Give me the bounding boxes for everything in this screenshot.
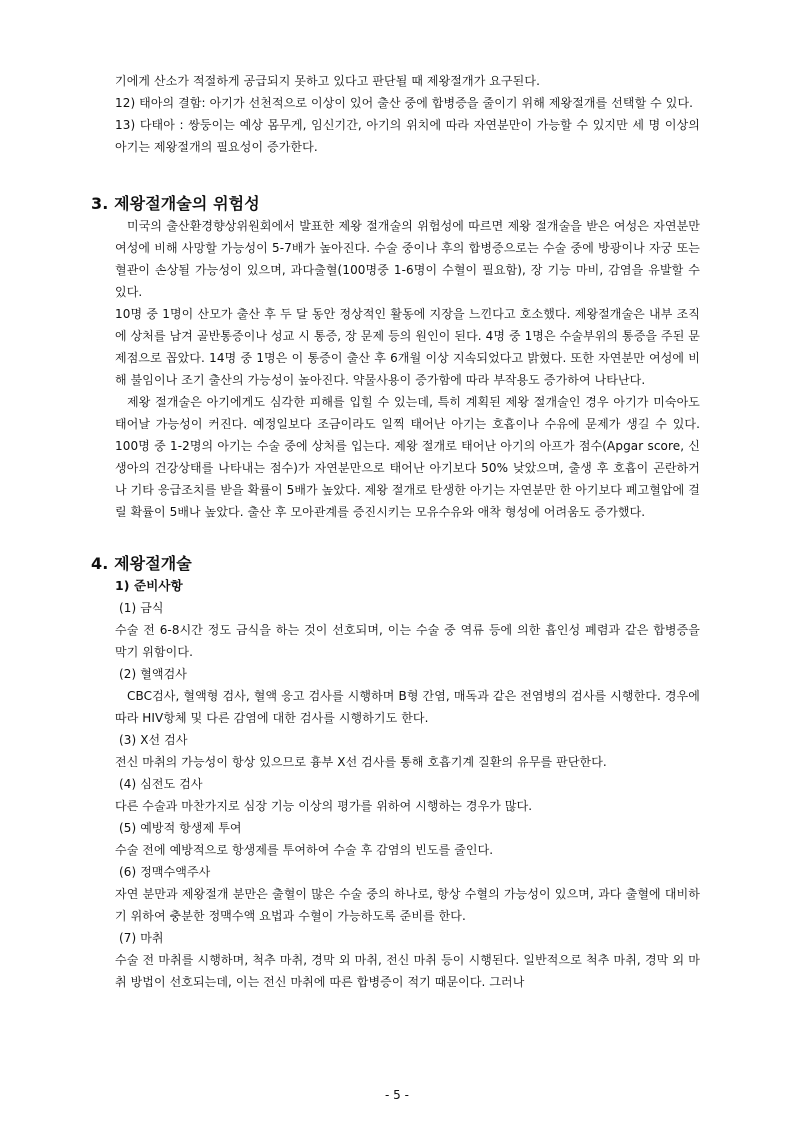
list-item-13: 13) 다태아 : 쌍둥이는 예상 몸무게, 임신기간, 아기의 위치에 따라 자연분만이 가능할 수 있지만 세 명 이상의 아기는 제왕절개의 필요성이 증가한다.: [115, 118, 700, 154]
item-label-fasting: (1) 금식: [119, 601, 164, 615]
item-text-ecg: 다른 수술과 마찬가지로 심장 기능 이상의 평가를 위하여 시행하는 경우가 많다.: [115, 799, 533, 813]
item-text-xray: 전신 마취의 가능성이 항상 있으므로 흉부 X선 검사를 통해 호흡기계 질환의 유무를 판단한다.: [115, 755, 607, 769]
item-label-ecg: (4) 심전도 검사: [119, 777, 203, 791]
list-item-12: 12) 태아의 결함: 아기가 선천적으로 이상이 있어 출산 중에 합병증을 줄이기 위해 제왕절개를 선택할 수 있다.: [115, 96, 694, 110]
item-text-blood-test: CBC검사, 혈액형 검사, 혈액 응고 검사를 시행하며 B형 간염, 매독과 같은 전염병의 검사를 시행한다. 경우에 따라 HIV항체 및 다른 감염에 대한 검사를 시행하기도 한다.: [115, 689, 700, 725]
item-text-antibiotics: 수술 전에 예방적으로 항생제를 투여하여 수술 후 감염의 빈도를 줄인다.: [115, 843, 494, 857]
item-text-anesthesia: 수술 전 마취를 시행하며, 척추 마취, 경막 외 마취, 전신 마취 등이 시행된다. 일반적으로 척추 마취, 경막 외 마취 방법이 선호되는데, 이는 전신 마취에 따른 합병증이 적기 때문이다. 그러나: [115, 953, 700, 989]
intro-line: 기에게 산소가 적절하게 공급되지 못하고 있다고 판단될 때 제왕절개가 요구된다.: [115, 74, 540, 88]
subsection-heading: 1) 준비사항: [115, 578, 183, 593]
section-3-heading: 3. 제왕절개술의 위험성: [91, 194, 260, 213]
item-text-fasting: 수술 전 6-8시간 정도 금식을 하는 것이 선호되며, 이는 수술 중 역류 등에 의한 흡인성 폐렴과 같은 합병증을 막기 위함이다.: [115, 623, 700, 659]
item-label-blood-test: (2) 혈액검사: [119, 667, 187, 681]
item-label-anesthesia: (7) 마취: [119, 931, 164, 945]
item-label-iv-fluids: (6) 정맥수액주사: [119, 865, 211, 879]
item-label-antibiotics: (5) 예방적 항생제 투여: [119, 821, 242, 835]
section-3-paragraph-3: 제왕 절개술은 아기에게도 심각한 피해를 입힐 수 있는데, 특히 계획된 제왕 절개술인 경우 아기가 미숙아도 태어날 가능성이 커진다. 예정일보다 조금이라도 일찍 태어난 아기는 호흡이나 수유에 문제가 생길 수 있다. 100명 중 1-2명의 아기는 수술 중에 상처를 입는다. 제왕 절개로 태어난 아기의 아프가 점수(Apgar score, 신생아의 건강상태를 나타내는 점수)가 자연분만으로 태어난 아기보다 50% 낮았으며, 출생 후 호흡이 곤란하거나 기타 응급조치를 받을 확률이 5배가 높았다. 제왕 절개로 탄생한 아기는 자연분만 한 아기보다 폐고혈압에 걸릴 확률이 5배나 높았다. 출산 후 모아관계를 증진시키는 모유수유와 애착 형성에 어려움도 증가했다.: [115, 395, 700, 519]
section-4-heading: 4. 제왕절개술: [91, 554, 192, 573]
item-label-xray: (3) X선 검사: [119, 733, 188, 747]
section-3-paragraph-1: 미국의 출산환경향상위원회에서 발표한 제왕 절개술의 위험성에 따르면 제왕 절개술을 받은 여성은 자연분만 여성에 비해 사망할 가능성이 5-7배가 높아진다. 수술 중이나 후의 합병증으로는 수술 중에 방광이나 자궁 또는 혈관이 손상될 가능성이 있으며, 과다출혈(100명중 1-6명이 수혈이 필요함), 장 기능 마비, 감염을 유발할 수 있다.: [115, 219, 700, 299]
page-number: - 5 -: [385, 1088, 409, 1102]
section-3-paragraph-2: 10명 중 1명이 산모가 출산 후 두 달 동안 정상적인 활동에 지장을 느낀다고 호소했다. 제왕절개술은 내부 조직에 상처를 남겨 골반통증이나 성교 시 통증, 장 문제 등의 원인이 된다. 4명 중 1명은 수술부위의 통증을 주된 문제점으로 꼽았다. 14명 중 1명은 이 통증이 출산 후 6개월 이상 지속되었다고 밝혔다. 또한 자연분만 여성에 비해 불임이나 조기 출산의 가능성이 높아진다. 약물사용이 증가함에 따라 부작용도 증가하여 나타난다.: [115, 307, 700, 387]
item-text-iv-fluids: 자연 분만과 제왕절개 분만은 출혈이 많은 수술 중의 하나로, 항상 수혈의 가능성이 있으며, 과다 출혈에 대비하기 위하여 충분한 정맥수액 요법과 수혈이 가능하도록 준비를 한다.: [115, 887, 700, 923]
document-page: [91, 70, 700, 993]
